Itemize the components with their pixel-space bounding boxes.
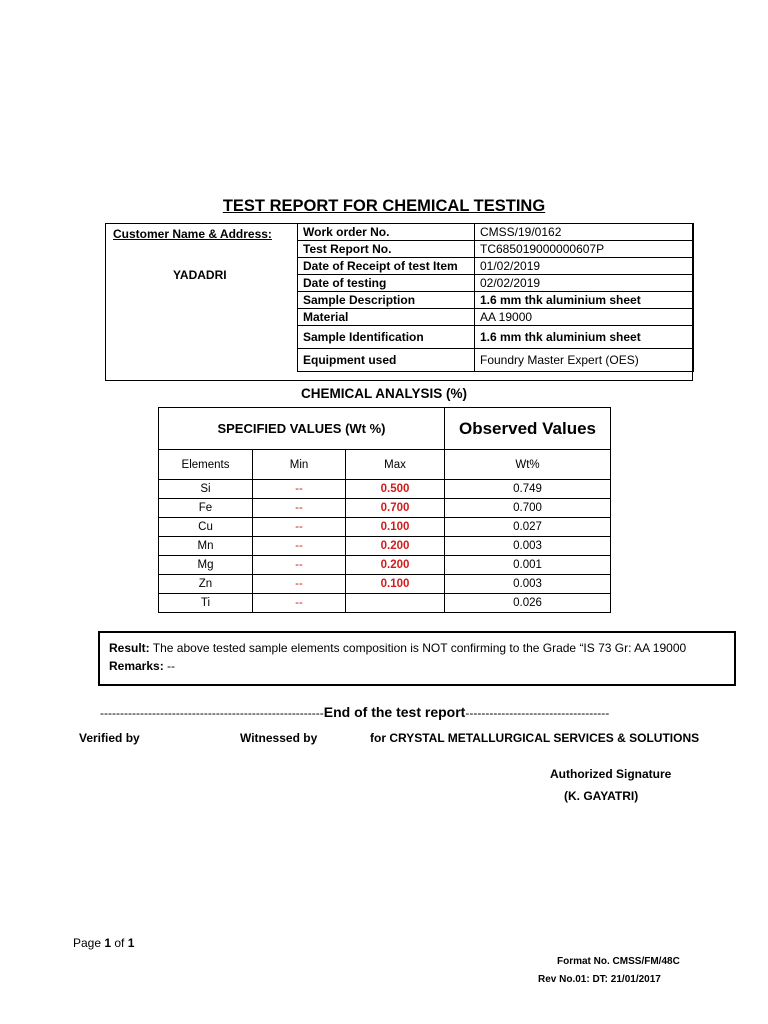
customer-label: Customer Name & Address: (113, 227, 272, 241)
company-line: for CRYSTAL METALLURGICAL SERVICES & SOLUTIONS (370, 731, 700, 745)
wt-column-header: Wt% (445, 450, 611, 480)
table-row (159, 480, 611, 499)
min-cell: -- (253, 537, 346, 556)
remarks-text: -- (163, 659, 176, 673)
observed-cell: 0.026 (445, 594, 611, 613)
detail-value: AA 19000 (475, 309, 694, 326)
detail-value: 1.6 mm thk aluminium sheet (475, 326, 694, 349)
detail-key: Work order No. (298, 224, 475, 241)
max-cell (346, 594, 445, 613)
result-line (109, 639, 725, 657)
end-of-report-text: End of the test report (323, 704, 466, 720)
revision-number: Rev No.01: DT: 21/01/2017 (538, 974, 661, 985)
verified-by-label: Verified by (79, 731, 140, 745)
details-row (298, 326, 694, 349)
signer-name: (K. GAYATRI) (564, 789, 639, 803)
min-cell: -- (253, 594, 346, 613)
detail-value: 02/02/2019 (475, 275, 694, 292)
detail-value: 1.6 mm thk aluminium sheet (475, 292, 694, 309)
detail-value: 01/02/2019 (475, 258, 694, 275)
customer-name: YADADRI (173, 268, 227, 282)
max-cell: 0.500 (346, 480, 445, 499)
detail-value: TC685019000000607P (475, 241, 694, 258)
element-cell: Cu (159, 518, 253, 537)
observed-cell: 0.749 (445, 480, 611, 499)
observed-cell: 0.003 (445, 575, 611, 594)
details-table (297, 223, 694, 372)
end-of-report-line (100, 704, 609, 720)
result-label: Result: (109, 641, 150, 655)
detail-key: Equipment used (298, 349, 475, 372)
report-title: TEST REPORT FOR CHEMICAL TESTING (222, 197, 546, 215)
min-cell: -- (253, 575, 346, 594)
details-row (298, 349, 694, 372)
end-right-dashes: ------------------------------------ (465, 706, 610, 720)
result-box (98, 631, 736, 686)
table-row (159, 518, 611, 537)
witnessed-by-label: Witnessed by (240, 731, 318, 745)
detail-key: Date of testing (298, 275, 475, 292)
remarks-label: Remarks: (109, 659, 164, 673)
page-total: 1 (127, 936, 135, 950)
analysis-column-row (159, 450, 611, 480)
chemical-analysis-heading: CHEMICAL ANALYSIS (%) (300, 386, 467, 401)
element-cell: Mg (159, 556, 253, 575)
element-cell: Si (159, 480, 253, 499)
details-row (298, 292, 694, 309)
min-cell: -- (253, 480, 346, 499)
max-cell: 0.700 (346, 499, 445, 518)
page-of: of (111, 936, 128, 950)
element-cell: Mn (159, 537, 253, 556)
observed-values-heading: Observed Values (445, 408, 611, 450)
element-cell: Fe (159, 499, 253, 518)
specified-values-heading: SPECIFIED VALUES (Wt %) (159, 408, 445, 450)
page-number (73, 936, 134, 950)
page-prefix: Page (73, 936, 105, 950)
remarks-line (109, 657, 725, 675)
observed-cell: 0.027 (445, 518, 611, 537)
element-cell: Ti (159, 594, 253, 613)
details-row (298, 258, 694, 275)
table-row (159, 499, 611, 518)
details-row (298, 241, 694, 258)
min-cell: -- (253, 518, 346, 537)
min-column-header: Min (253, 450, 346, 480)
max-column-header: Max (346, 450, 445, 480)
element-cell: Zn (159, 575, 253, 594)
max-cell: 0.200 (346, 537, 445, 556)
max-cell: 0.100 (346, 575, 445, 594)
analysis-table (158, 407, 611, 613)
detail-key: Date of Receipt of test Item (298, 258, 475, 275)
observed-cell: 0.001 (445, 556, 611, 575)
min-cell: -- (253, 556, 346, 575)
detail-key: Sample Description (298, 292, 475, 309)
detail-key: Sample Identification (298, 326, 475, 349)
end-left-dashes: -------------------------------------------------------- (100, 706, 324, 720)
table-row (159, 575, 611, 594)
detail-key: Test Report No. (298, 241, 475, 258)
format-number: Format No. CMSS/FM/48C (557, 956, 680, 967)
max-cell: 0.100 (346, 518, 445, 537)
table-row (159, 556, 611, 575)
details-row (298, 224, 694, 241)
detail-key: Material (298, 309, 475, 326)
result-text: The above tested sample elements composition is NOT confirming to the Grade “IS 73 Gr: AA 19000 (149, 641, 687, 655)
table-row (159, 537, 611, 556)
max-cell: 0.200 (346, 556, 445, 575)
elements-column-header: Elements (159, 450, 253, 480)
min-cell: -- (253, 499, 346, 518)
table-row (159, 594, 611, 613)
detail-value: CMSS/19/0162 (475, 224, 694, 241)
details-row (298, 309, 694, 326)
details-row (298, 275, 694, 292)
page-current: 1 (104, 936, 112, 950)
observed-cell: 0.700 (445, 499, 611, 518)
observed-cell: 0.003 (445, 537, 611, 556)
analysis-header-row (159, 408, 611, 450)
detail-value: Foundry Master Expert (OES) (475, 349, 694, 372)
authorized-signature-label: Authorized Signature (550, 767, 672, 781)
